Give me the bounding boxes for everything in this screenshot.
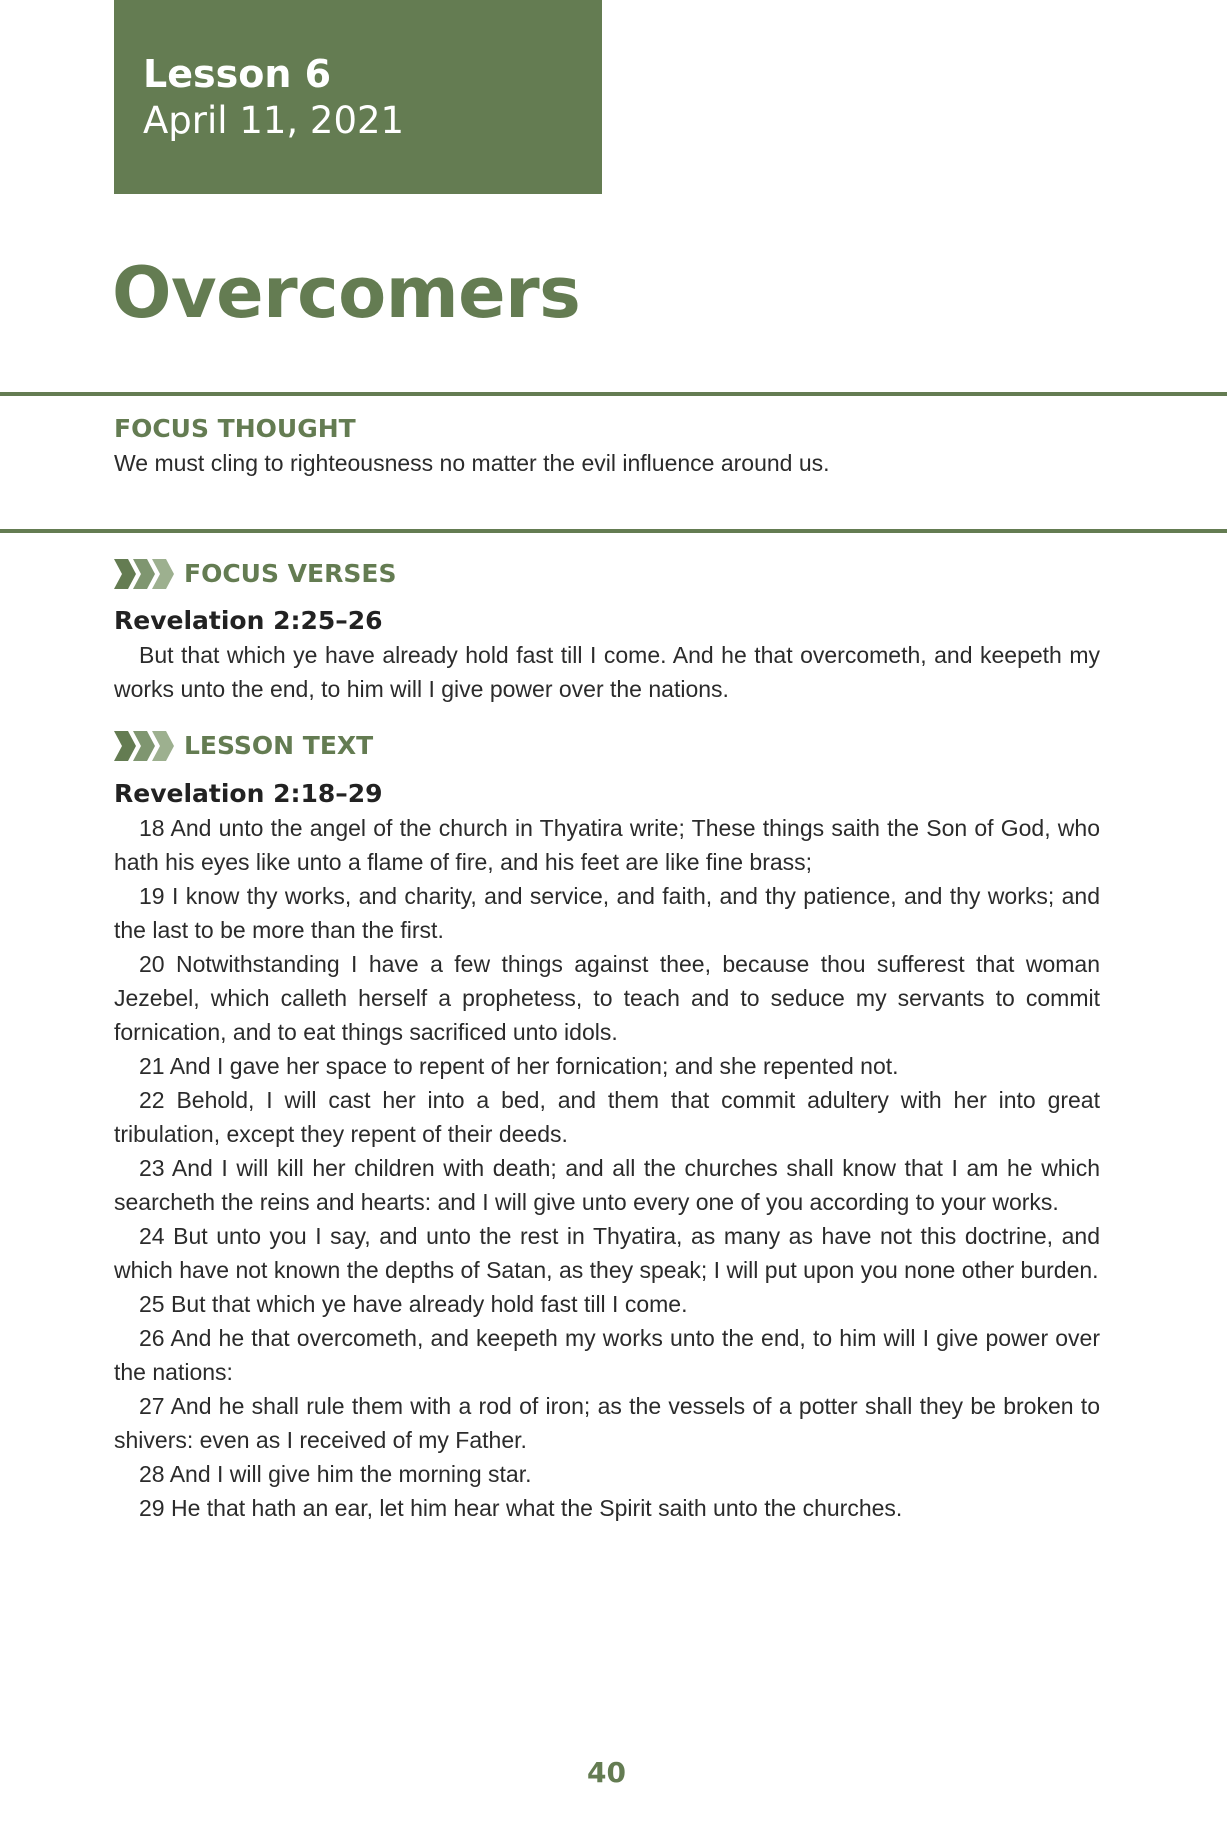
- lesson-text-header: [114, 730, 373, 762]
- verse-26: 26 And he that overcometh, and keepeth my works unto the end, to him will I give power over the nations:: [114, 1325, 1100, 1385]
- focus-thought-section: [114, 414, 1114, 480]
- triple-chevron-icon: [114, 559, 176, 589]
- lesson-text-reference: Revelation 2:18–29: [114, 779, 383, 808]
- page-number: 40: [587, 1756, 626, 1789]
- focus-thought-text: We must cling to righteousness no matter the evil influence around us.: [114, 450, 830, 476]
- verse-18: 18 And unto the angel of the church in Thyatira write; These things saith the Son of God, who hath his eyes like unto a flame of fire, and his feet are like fine brass;: [114, 815, 1100, 875]
- lesson-number: Lesson 6: [143, 52, 332, 96]
- lesson-header-box: [114, 0, 602, 194]
- lesson-text-heading: LESSON TEXT: [184, 731, 374, 760]
- lesson-date: April 11, 2021: [143, 99, 405, 142]
- verse-28: 28 And I will give him the morning star.: [139, 1461, 532, 1487]
- divider-top: [0, 392, 1227, 396]
- focus-verses-header: [114, 558, 396, 590]
- verse-21: 21 And I gave her space to repent of her fornication; and she repented not.: [139, 1053, 899, 1079]
- verse-27: 27 And he shall rule them with a rod of iron; as the vessels of a potter shall they be broken to shivers: even as I received of my Father.: [114, 1393, 1100, 1453]
- focus-verses-text: But that which ye have already hold fast till I come. And he that overcometh, and keepeth my works unto the end, to him will I give power over the nations.: [114, 642, 1100, 702]
- verse-22: 22 Behold, I will cast her into a bed, and them that commit adultery with her into great tribulation, except they repent of their deeds.: [114, 1087, 1100, 1147]
- divider-bottom: [0, 529, 1227, 533]
- verse-23: 23 And I will kill her children with death; and all the churches shall know that I am he which searcheth the reins and hearts: and I will give unto every one of you according to your works.: [114, 1155, 1100, 1215]
- focus-verses-reference: Revelation 2:25–26: [114, 606, 383, 635]
- verse-19: 19 I know thy works, and charity, and service, and faith, and thy patience, and thy works; and the last to be more than the first.: [114, 883, 1100, 943]
- verse-25: 25 But that which ye have already hold fast till I come.: [139, 1291, 688, 1317]
- verse-20: 20 Notwithstanding I have a few things against thee, because thou sufferest that woman Jezebel, which calleth herself a prophetess, to teach and to seduce my servants to commit fornication, and to eat things sacrificed unto idols.: [114, 951, 1100, 1045]
- focus-verses-section: [114, 604, 1100, 706]
- verse-24: 24 But unto you I say, and unto the rest in Thyatira, as many as have not this doctrine, and which have not known the depths of Satan, as they speak; I will put upon you none other burden.: [114, 1223, 1100, 1283]
- lesson-text-section: [114, 777, 1100, 1525]
- focus-verses-heading: FOCUS VERSES: [184, 559, 397, 588]
- page-title: Overcomers: [112, 252, 581, 334]
- verse-29: 29 He that hath an ear, let him hear what the Spirit saith unto the churches.: [139, 1495, 903, 1521]
- focus-thought-heading: FOCUS THOUGHT: [114, 414, 356, 443]
- triple-chevron-icon: [114, 731, 176, 761]
